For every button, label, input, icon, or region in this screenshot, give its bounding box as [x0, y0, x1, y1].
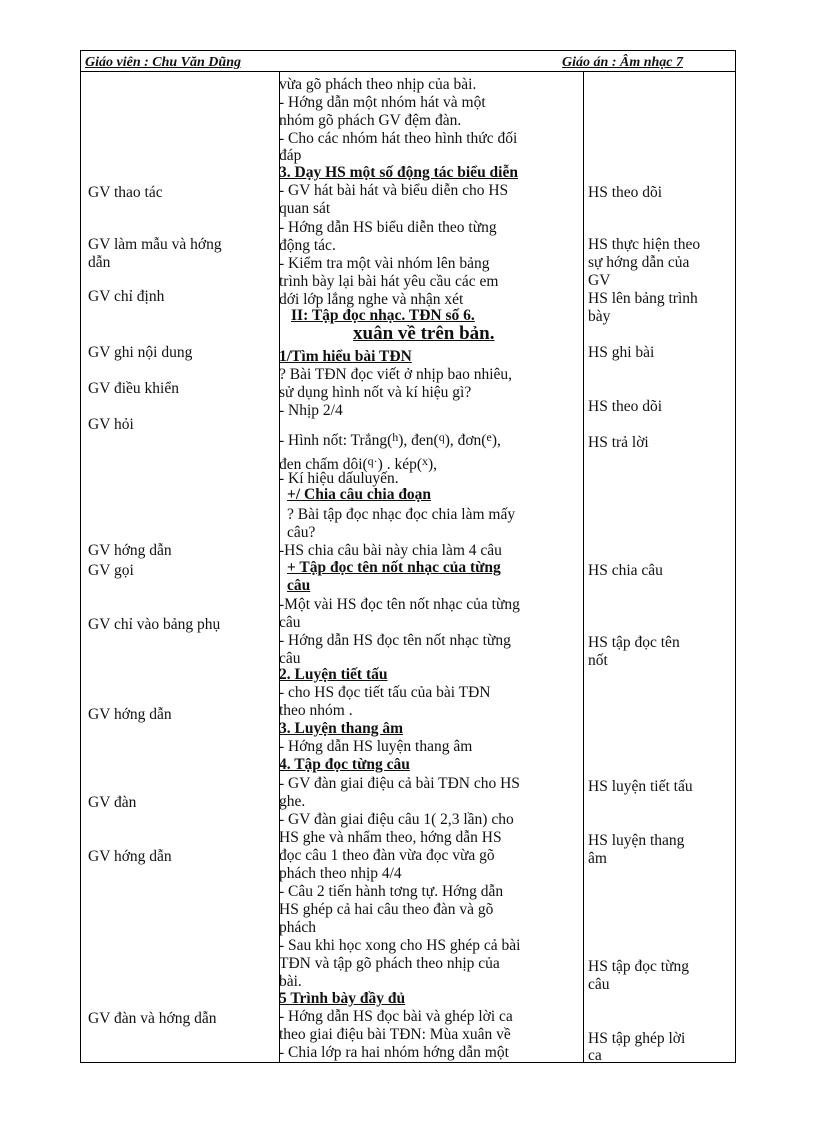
content-line: câu — [279, 650, 301, 667]
content-line: phách — [279, 919, 317, 936]
teacher-activity: GV ghi nội dung — [88, 344, 193, 361]
student-activity: câu — [588, 976, 610, 993]
content-line: - Hớng dẫn HS luyện thang âm — [279, 738, 473, 755]
teacher-activity: GV điều khiển — [88, 380, 179, 397]
content-line: -HS chia câu bài này chia làm 4 câu — [279, 542, 502, 559]
content-line: nhóm gõ phách GV đệm đàn. — [279, 112, 462, 129]
teacher-activity: GV làm mẫu và hớng — [88, 236, 222, 253]
student-activity: HS lên bảng trình — [588, 290, 698, 307]
content-line: bài. — [279, 973, 302, 990]
content-line: vừa gõ phách theo nhịp của bài. — [279, 76, 477, 93]
content-line: - Hớng dẫn HS đọc bài và ghép lời ca — [279, 1008, 513, 1025]
content-line: TĐN và tập gõ phách theo nhịp của — [279, 955, 500, 972]
student-activity: HS trả lời — [588, 434, 649, 451]
teacher-activity: GV hớng dẫn — [88, 542, 172, 559]
student-activity: HS tập đọc từng — [588, 958, 689, 975]
content-line: - cho HS đọc tiết tấu của bài TĐN — [279, 684, 491, 701]
teacher-activity: GV gọi — [88, 562, 134, 579]
content-line: câu — [279, 614, 301, 631]
content-line: đáp — [279, 147, 302, 164]
section-heading: câu — [287, 577, 311, 594]
section-heading: 5 Trình bày đầy đủ — [279, 990, 406, 1007]
content-line: ? Bài tập đọc nhạc đọc chia làm mấy — [287, 506, 516, 523]
content-line: - GV hát bài hát và biểu diễn cho HS — [279, 182, 509, 199]
content-line: động tác. — [279, 237, 336, 254]
content-line: -Một vài HS đọc tên nốt nhạc của từng — [279, 596, 520, 613]
student-activity: HS luyện tiết tấu — [588, 778, 693, 795]
student-activity: HS theo dõi — [588, 184, 663, 201]
half-note-symbol: h — [392, 430, 399, 444]
eighth-note-symbol: e — [486, 430, 492, 444]
content-line: - Cho các nhóm hát theo hình thức đối — [279, 130, 518, 147]
content-line: - Sau khi học xong cho HS ghép cả bài — [279, 937, 521, 954]
content-line: câu? — [287, 524, 316, 541]
content-line: sử dụng hình nốt và kí hiệu gì? — [279, 384, 472, 401]
content-line: - Câu 2 tiến hành tơng tự. Hớng dẫn — [279, 883, 504, 900]
content-line: - Hớng dẫn HS biểu diễn theo từng — [279, 219, 497, 236]
student-activity: HS chia câu — [588, 562, 663, 579]
quarter-note-symbol: q — [438, 430, 445, 444]
section-heading: + Tập đọc tên nốt nhạc của từng — [287, 559, 501, 576]
note-values-line: - Hình nốt: Trắng($^h$), đen($^q$), đơn($^e$), — [279, 430, 501, 449]
student-activity: HS theo dõi — [588, 398, 663, 415]
teacher-activity: GV hớng dẫn — [88, 706, 172, 723]
content-line: - Hớng dẫn HS đọc tên nốt nhạc từng — [279, 632, 511, 649]
student-activity: HS tập ghép lời — [588, 1030, 686, 1047]
content-line: dới lớp lắng nghe và nhận xét — [279, 291, 464, 308]
teacher-name: Giáo viên : Chu Văn Dũng — [85, 55, 241, 70]
content-line: theo nhóm . — [279, 702, 353, 719]
content-line: quan sát — [279, 200, 331, 217]
content-line: - GV đàn giai điệu câu 1( 2,3 lần) cho — [279, 811, 514, 828]
section-heading: 3. Dạy HS một số động tác biểu diễn — [279, 164, 518, 181]
teacher-activity: GV chỉ định — [88, 288, 165, 305]
student-activity: GV — [588, 272, 611, 289]
section-heading: +/ Chia câu chia đoạn — [287, 486, 432, 503]
content-line: - GV đàn giai điệu cả bài TĐN cho HS — [279, 775, 520, 792]
student-activity: sự hớng dẫn của — [588, 254, 690, 271]
content-line: phách theo nhịp 4/4 — [279, 865, 402, 882]
content-line: ghe. — [279, 793, 306, 810]
lesson-table — [80, 72, 736, 1063]
content-line: đọc câu 1 theo đàn vừa đọc vừa gõ — [279, 847, 495, 864]
column-divider — [583, 72, 584, 1062]
section-heading: 2. Luyện tiết tấu — [279, 666, 388, 683]
student-activity: nốt — [588, 652, 608, 669]
student-activity: bày — [588, 308, 611, 325]
teacher-activity: GV đàn và hớng dẫn — [88, 1010, 217, 1027]
note-values-line: đen chấm dôi($^{q\cdot}$) . kép($^x$), — [279, 454, 438, 473]
teacher-activity: GV thao tác — [88, 184, 163, 201]
sixteenth-note-symbol: x — [422, 454, 428, 468]
student-activity: HS tập đọc tên — [588, 634, 680, 651]
dotted-quarter-symbol: q· — [367, 454, 378, 468]
student-activity: HS luyện thang — [588, 832, 685, 849]
student-activity: HS thực hiện theo — [588, 236, 701, 253]
content-line: - Kiểm tra một vài nhóm lên bảng — [279, 255, 490, 272]
content-line: theo giai điệu bài TĐN: Mùa xuân về — [279, 1026, 511, 1043]
student-activity: HS ghi bài — [588, 344, 655, 361]
content-line: - Kí hiệu dấuluyến. — [279, 470, 399, 487]
section-heading: 4. Tập đọc từng câu — [279, 756, 410, 773]
content-line: - Chia lớp ra hai nhóm hớng dẫn một — [279, 1044, 509, 1061]
song-title: xuân về trên bản. — [353, 323, 495, 344]
teacher-activity: GV đàn — [88, 794, 137, 811]
teacher-activity: GV chỉ vào bảng phụ — [88, 616, 221, 633]
content-line: HS ghe và nhẩm theo, hớng dẫn HS — [279, 829, 502, 846]
teacher-activity: GV hớng dẫn — [88, 848, 172, 865]
content-line: HS ghép cả hai câu theo đàn và gõ — [279, 901, 494, 918]
page-header — [80, 50, 736, 72]
section-heading: 1/Tìm hiểu bài TĐN — [279, 348, 412, 365]
teacher-activity: GV hỏi — [88, 416, 134, 433]
student-activity: ca — [588, 1047, 602, 1064]
teacher-activity: dẫn — [88, 254, 111, 271]
section-heading: II: Tập đọc nhạc. TĐN số 6. — [291, 307, 475, 324]
content-line: - Hớng dẫn một nhóm hát và một — [279, 94, 486, 111]
content-line: - Nhịp 2/4 — [279, 402, 343, 419]
section-heading: 3. Luyện thang âm — [279, 720, 404, 737]
content-line: ? Bài TĐN đọc viết ở nhịp bao nhiêu, — [279, 366, 513, 383]
content-line: trình bày lại bài hát yêu cầu các em — [279, 273, 499, 290]
student-activity: âm — [588, 850, 607, 867]
lesson-plan-title: Giáo án : Âm nhạc 7 — [562, 55, 683, 70]
